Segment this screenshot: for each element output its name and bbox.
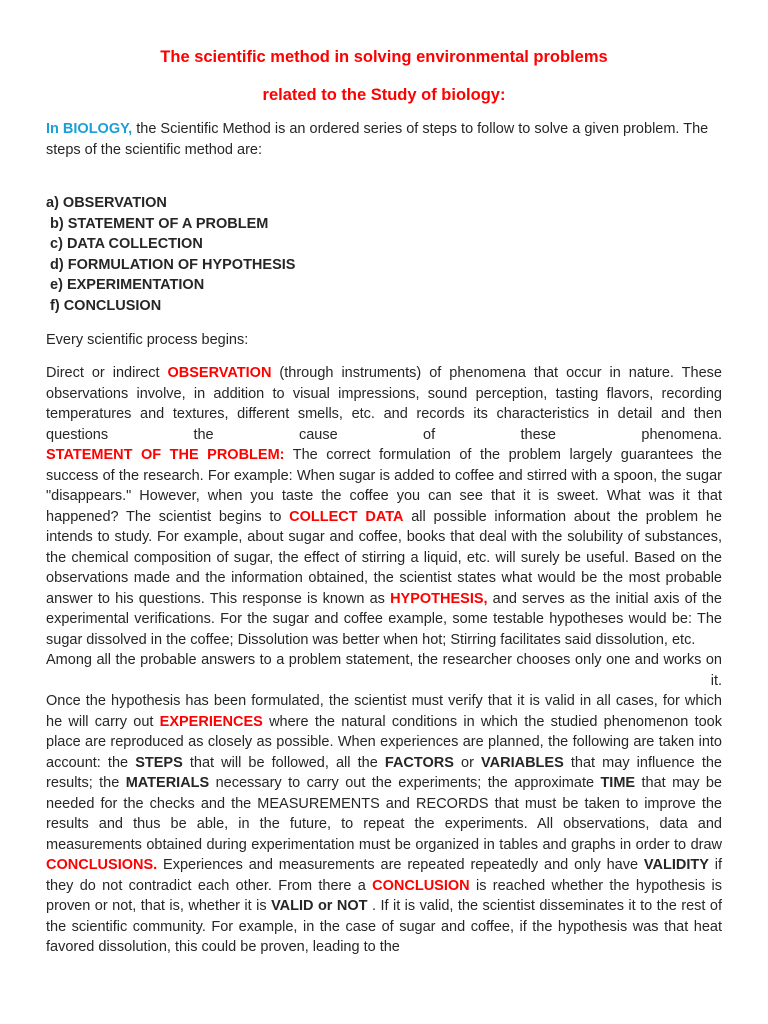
list-item: c) DATA COLLECTION	[46, 236, 203, 252]
keyword-observation: OBSERVATION	[167, 365, 272, 381]
intro-lead: In BIOLOGY,	[46, 121, 133, 137]
list-item: e) EXPERIMENTATION	[46, 277, 205, 293]
keyword-experiences: EXPERIENCES	[159, 713, 263, 730]
intro-text: the Scientific Method is an ordered series of steps to follow to solve a given problem. The steps of the scientific method are:	[46, 121, 709, 158]
list-item: b) STATEMENT OF A PROBLEM	[46, 215, 269, 232]
keyword-conclusion: CONCLUSION	[372, 877, 470, 894]
experiment-text: Once the hypothesis has been formulated, the scientist must verify that it is valid in all cases, for which he will carry out EXPERIENCES where the natural conditions in which the studied phenomenon took place are reproduced as closely as possible. When experiences are planned, the following are taken into account: the STEPS that will be followed, all the FACTORS or VARIABLES that may influence the results; the MATERIALS necessary to carry out the experiments; the approximate TIME that may be needed for the checks and the MEASUREMENTS and RECORDS that must be taken to improve the results and thus be able, in the future, to repeat the experiments. All observations, data and measurements obtained during experimentation must be organized in tables and graphs in order to draw CONCLUSIONS. Experiences and measurements are repeated repeatedly and only have VALIDITY if they do not contradict each other. From there a CONCLUSION is reached whether the hypothesis is proven or not, that is, whether it is VALID or NOT . If it is valid, the scientist disseminates it to the rest of the scientific community. For example, in the case of sugar and coffee, if the hypothesis was that heat favored dissolution, this could be proven, leading to the	[46, 693, 723, 955]
list-item: f) CONCLUSION	[46, 297, 162, 314]
steps-list	[46, 193, 722, 316]
statement-text: STATEMENT OF THE PROBLEM: The correct formulation of the problem largely guarantees the success of the research. For example: When sugar is added to coffee and stirred with a spoon, the sugar "disappears." However, when you taste the coffee you can see that it is sweet. What was it that happened? The scientist begins to COLLECT DATA all possible information about the problem he intends to study. For example, about sugar and coffee, books that deal with the solubility of substances, the chemical composition of sugar, the effect of stirring a liquid, etc. will surely be useful. Based on the observations made and the information obtained, the scientist states what would be the most probable answer to his questions. This response is known as HYPOTHESIS, and serves as the initial axis of the experimental verifications. For the sugar and coffee example, some testable hypotheses would be: The sugar dissolved in the coffee; Dissolution was better when hot; Stirring facilitates said dissolution, etc.	[46, 447, 722, 648]
process-intro: Every scientific process begins:	[46, 332, 249, 348]
intro-paragraph	[46, 119, 722, 160]
observation-text: Direct or indirect OBSERVATION (through instruments) of phenomena that occur in nature. These observations involve, in addition to visual impressions, sound perception, tasting flavors, recording temperatures and textures, different smells, etc. and records its characteristics in detail and then questions the cause of these phenomena.	[46, 365, 722, 443]
keyword-hypothesis: HYPOTHESIS,	[390, 590, 488, 607]
keyword-conclusions: CONCLUSIONS.	[46, 857, 158, 873]
list-item: d) FORMULATION OF HYPOTHESIS	[46, 256, 296, 273]
page-title: The scientific method in solving environmental problems	[160, 48, 608, 66]
keyword-collect-data: COLLECT DATA	[289, 508, 404, 525]
keyword-statement: STATEMENT OF THE PROBLEM:	[46, 447, 285, 463]
page-subtitle: related to the Study of biology:	[262, 86, 506, 104]
main-paragraph	[46, 363, 722, 958]
choose-text-end: it.	[710, 672, 722, 689]
choose-text: Among all the probable answers to a problem statement, the researcher chooses only one and works on	[46, 652, 722, 668]
list-item: a) OBSERVATION	[46, 195, 167, 211]
